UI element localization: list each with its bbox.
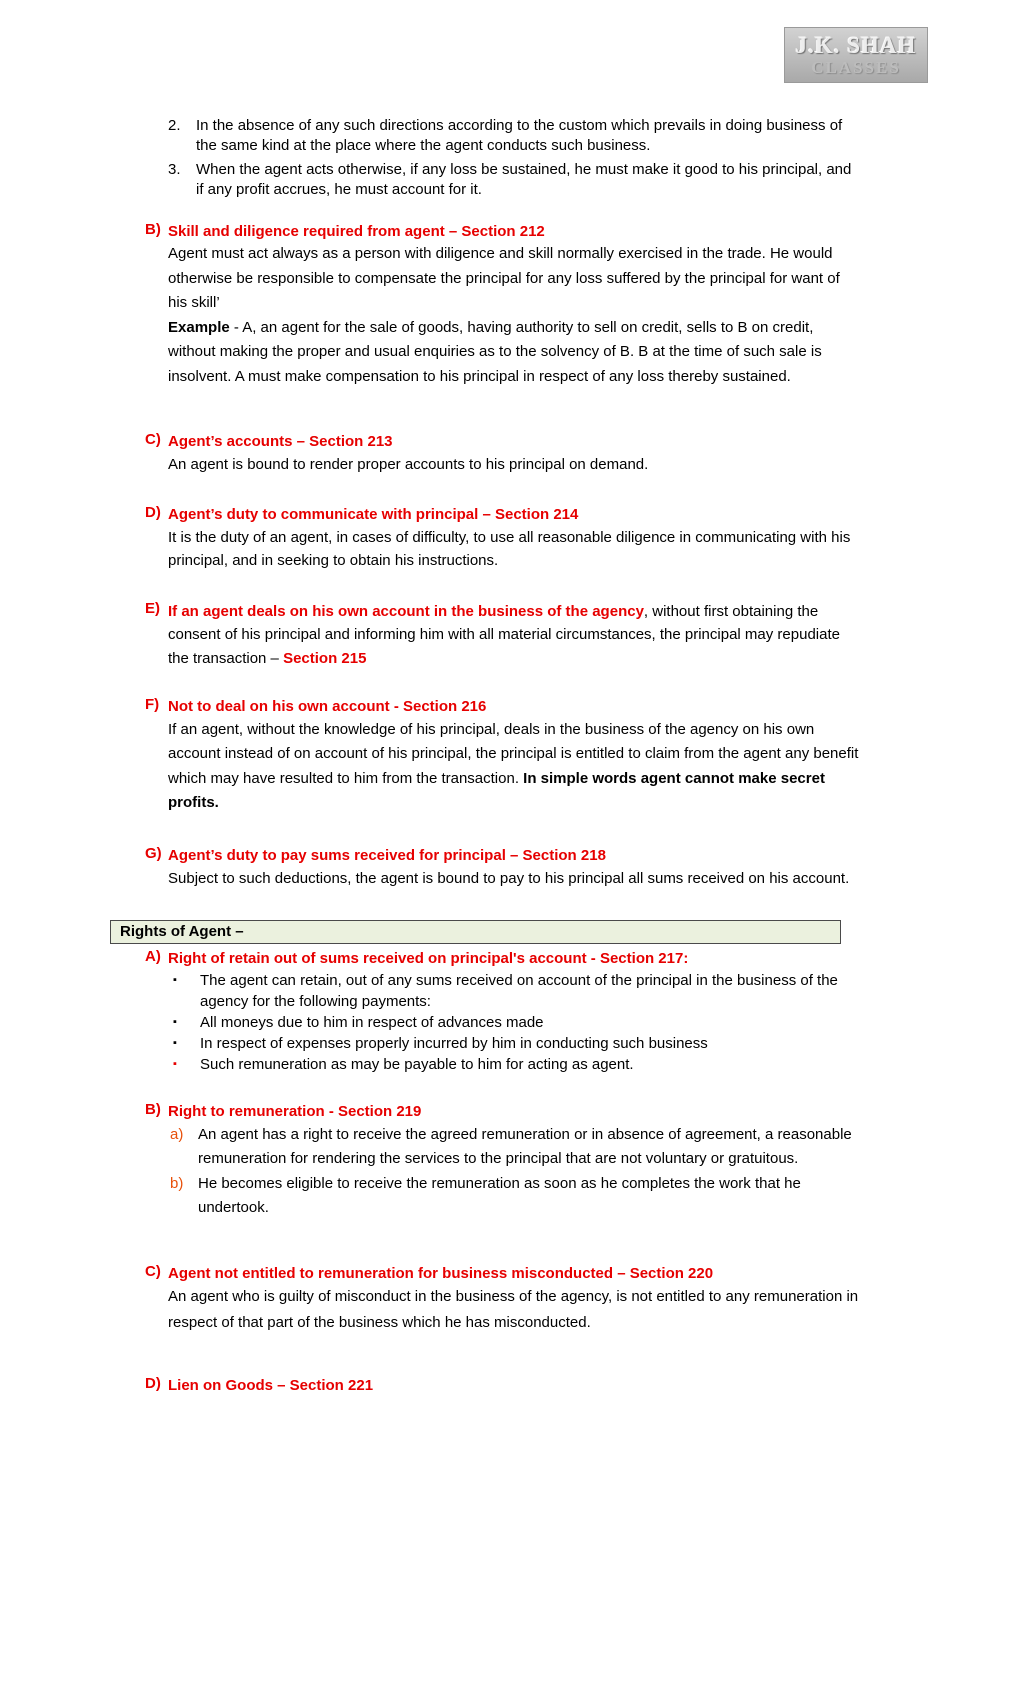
bullet-marker-icon: ▪	[173, 1058, 177, 1071]
section-agents-accounts-213	[145, 431, 861, 476]
section-heading: Agent’s accounts – Section 213	[168, 432, 393, 450]
section-not-entitled-remuneration-220	[145, 1263, 861, 1336]
section-label: D)	[145, 1375, 161, 1393]
section-label: B)	[145, 220, 161, 238]
section-heading: Right to remuneration - Section 219	[168, 1103, 422, 1121]
sub-item-a	[168, 1123, 861, 1172]
bullet-text: In respect of expenses properly incurred by him in conducting such business	[200, 1035, 708, 1053]
section-example	[168, 316, 861, 389]
sub-item-text: He becomes eligible to receive the remuneration as soon as he completes the work that he undertook.	[198, 1174, 801, 1217]
list-item-number: 3.	[168, 160, 181, 178]
section-right-remuneration-219	[145, 1101, 861, 1221]
body-bold-text: In simple words agent cannot make secret profits.	[168, 769, 825, 811]
section-body: Agent must act always as a person with diligence and skill normally exercised in the trade. He would otherwise be responsible to compensate the principal for any loss suffered by the principal for want of his skill’	[168, 245, 840, 312]
list-item	[168, 116, 861, 157]
section-right-retain-217	[145, 948, 861, 1075]
section-heading: Right of retain out of sums received on principal's account - Section 217:	[168, 950, 689, 968]
section-body: It is the duty of an agent, in cases of difficulty, to use all reasonable diligence in communicating with his principal, and in seeking to obtain his instructions.	[168, 528, 851, 569]
section-heading: Agent’s duty to communicate with principal – Section 214	[168, 505, 579, 523]
bullet-text: Such remuneration as may be payable to him for acting as agent.	[200, 1056, 634, 1074]
bullet-text: All moneys due to him in respect of advances made	[200, 1014, 544, 1032]
bullet-text: The agent can retain, out of any sums received on account of the principal in the business of the agency for the following payments:	[200, 972, 838, 1011]
bullet-list	[168, 970, 861, 1075]
section-label: C)	[145, 430, 161, 448]
section-body: An agent who is guilty of misconduct in the business of the agency, is not entitled to any remuneration in respect of that part of the business which he has misconducted.	[168, 1288, 859, 1331]
section-label: E)	[145, 600, 160, 618]
sub-item-b	[168, 1172, 861, 1221]
sub-item-label: a)	[170, 1125, 184, 1143]
bullet-item	[168, 970, 861, 1012]
bullet-item	[168, 1033, 861, 1054]
section-pay-sums-218	[145, 845, 861, 890]
rights-box-title: Rights of Agent –	[120, 923, 244, 941]
list-item	[168, 160, 861, 201]
section-heading: Lien on Goods – Section 221	[168, 1377, 374, 1395]
section-heading: Agent’s duty to pay sums received for principal – Section 218	[168, 847, 606, 865]
sub-item-text: An agent has a right to receive the agreed remuneration or in absence of agreement, a reasonable remuneration for rendering the services to the principal that are not voluntary or gratuitous.	[198, 1125, 852, 1168]
rights-of-agent-box	[110, 920, 841, 944]
section-body: Subject to such deductions, the agent is bound to pay to his principal all sums received on his account.	[168, 870, 850, 888]
logo-text-line2: CLASSES	[811, 58, 901, 77]
section-label: B)	[145, 1101, 161, 1119]
section-heading: Not to deal on his own account - Section 216	[168, 697, 487, 715]
list-item-text: When the agent acts otherwise, if any loss be sustained, he must make it good to his principal, and if any profit accrues, he must account for it.	[196, 160, 852, 199]
section-skill-diligence-212	[145, 221, 861, 389]
section-label: G)	[145, 845, 162, 863]
jkshah-classes-logo	[784, 27, 928, 83]
document-content	[120, 116, 861, 1397]
section-label: A)	[145, 948, 161, 966]
body-middle: , without first obtaining the consent of his principal and informing him with all material circumstances, the principal may repudiate the transaction –	[168, 603, 840, 667]
section-body: An agent is bound to render proper accounts to his principal on demand.	[168, 455, 649, 473]
heading-part-2: Section 215	[283, 649, 367, 667]
section-heading: Skill and diligence required from agent – Section 212	[168, 222, 545, 240]
section-body	[168, 718, 861, 816]
section-heading: Agent not entitled to remuneration for business misconducted – Section 220	[168, 1264, 714, 1282]
list-item-number: 2.	[168, 117, 181, 134]
logo-text-line1: J.K. SHAH	[795, 33, 917, 58]
numbered-list	[168, 116, 861, 201]
bullet-item	[168, 1054, 861, 1075]
section-lien-on-goods-221	[145, 1375, 861, 1397]
list-item-text: In the absence of any such directions according to the custom which prevails in doing business of the same kind at the place where the agent conducts such business.	[196, 117, 843, 155]
bullet-marker-icon: ▪	[173, 1016, 177, 1029]
section-not-deal-own-account-216	[145, 696, 861, 816]
bullet-marker-icon: ▪	[173, 974, 177, 987]
section-deals-own-account-215	[145, 600, 861, 670]
example-label: Example	[168, 318, 230, 336]
example-text: - A, an agent for the sale of goods, having authority to sell on credit, sells to B on credit, without making the proper and usual enquiries as to the solvency of B. B at the time of such sale is insolvent. A must make compensation to his principal in respect of any loss thereby sustained.	[168, 318, 822, 385]
section-label: F)	[145, 695, 160, 713]
section-label: D)	[145, 503, 161, 521]
heading-part-1: If an agent deals on his own account in the business of the agency	[168, 603, 644, 621]
section-mixed-paragraph	[168, 600, 861, 670]
sub-item-label: b)	[170, 1174, 184, 1192]
body-text: If an agent, without the knowledge of his principal, deals in the business of the agency on his own account instead of on account of his principal, the principal is entitled to claim from the agent any benefit which may have resulted to him from the transaction.	[168, 720, 859, 787]
section-label: C)	[145, 1262, 161, 1280]
bullet-item	[168, 1012, 861, 1033]
bullet-marker-icon: ▪	[173, 1037, 177, 1050]
section-duty-communicate-214	[145, 504, 861, 572]
